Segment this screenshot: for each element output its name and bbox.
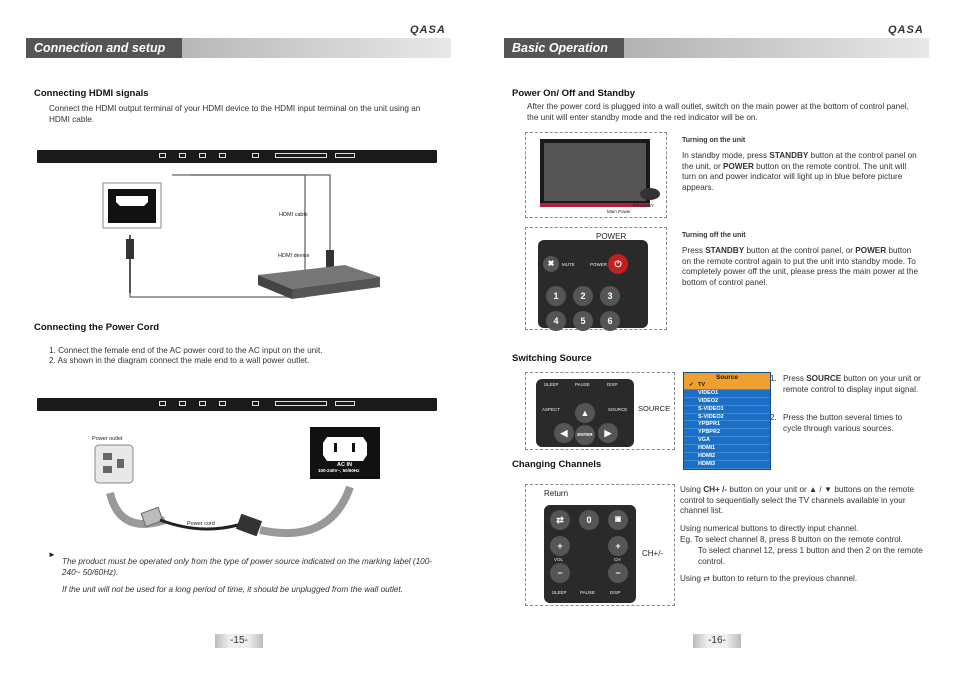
tv-back-panel	[37, 398, 437, 411]
left-arrow-button[interactable]: ◀	[554, 423, 574, 443]
remote-source	[536, 379, 634, 447]
standby-label: STANDBY	[633, 203, 654, 208]
return-callout: Return	[544, 489, 569, 498]
port-icon	[179, 153, 186, 158]
port-icon	[199, 401, 206, 406]
port-icon	[159, 153, 166, 158]
source-menu-item[interactable]: VIDEO1	[684, 390, 770, 398]
vol-label: VOL	[554, 557, 564, 562]
source-menu-item-tv[interactable]: ✓ TV	[684, 382, 770, 390]
digit-4-button[interactable]: 4	[546, 311, 566, 331]
channel-remote-box	[525, 484, 675, 606]
acin-label: AC IN	[337, 462, 352, 468]
hdmi-cable-line	[190, 175, 330, 255]
hdmi-plug-icon	[126, 239, 134, 259]
ch-callout: CH+/-	[642, 549, 664, 558]
power-on-intro: After the power cord is plugged into a wall outlet, switch on the main power at the bottom of control panel, the unit will enter standby mode and the red indicator will be on.	[527, 102, 909, 122]
pause-label: PAUSE	[575, 382, 590, 387]
source-step-1: Press SOURCE button on your unit or remote control to display input signal.	[783, 374, 921, 394]
arrow-up-down-icon: ▲ / ▼	[809, 485, 833, 494]
digit-5-button[interactable]: 5	[573, 311, 593, 331]
port-icon	[252, 153, 259, 158]
vol-up-button[interactable]: +	[550, 536, 570, 556]
source-menu-item[interactable]: HDMI2	[684, 453, 770, 461]
ac-in-socket-icon	[323, 437, 367, 461]
power-remote-box	[525, 227, 667, 330]
ch-up-button[interactable]: +	[608, 536, 628, 556]
source-menu-item[interactable]: YPBPR2	[684, 429, 770, 437]
source-menu-item[interactable]: HDMI3	[684, 461, 770, 469]
hdmi-device-label: HDMI device	[278, 253, 310, 259]
mute-label: MUTE	[562, 262, 575, 267]
right-arrow-button[interactable]: ▶	[598, 423, 618, 443]
source-step-2-num: 2.	[770, 413, 777, 422]
port-icon	[219, 401, 226, 406]
turning-on-title: Turning on the unit	[682, 137, 746, 144]
power-cord-label: Power cord	[187, 521, 215, 527]
note-unplug: If the unit will not be used for a long period of time, it should be unplugged from the wall outlet.	[62, 585, 403, 594]
source-button-label: SOURCE	[608, 407, 628, 412]
power-cord-diagram	[0, 425, 477, 555]
zero-button[interactable]: 0	[579, 510, 599, 530]
ch-down-button[interactable]: −	[608, 563, 628, 583]
power-on-heading: Power On/ Off and Standby	[512, 88, 635, 99]
acin-spec: 100-240V~, 50/60Hz	[318, 468, 360, 473]
port-group-icon	[275, 401, 327, 406]
power-button[interactable]: ⏻	[608, 254, 628, 274]
up-arrow-button[interactable]: ▲	[575, 403, 595, 423]
hdmi-text: Connect the HDMI output terminal of your HDMI device to the HDMI input terminal on the unit using an HDMI cable.	[49, 104, 421, 124]
port-group-icon	[275, 153, 327, 158]
source-step-1-num: 1.	[770, 374, 777, 383]
disp-label: DISP	[610, 590, 621, 595]
source-menu-item[interactable]: S-VIDEO1	[684, 406, 770, 414]
turning-off-text: Press STANDBY button at the control panel, or POWER button on the remote control again to put the unit into standby mode. To completely power off the unit, please press the main power at the bottom of control panel.	[682, 246, 919, 287]
source-menu-item[interactable]: S-VIDEO2	[684, 414, 770, 422]
port-icon	[199, 153, 206, 158]
tv-back-panel	[37, 150, 437, 163]
hdmi-connector-shape	[116, 196, 148, 206]
source-callout: SOURCE	[638, 404, 671, 413]
source-menu-item[interactable]: VGA	[684, 437, 770, 445]
aspect-label: ASPECT	[542, 407, 561, 412]
main-power-label: Main Power	[607, 209, 631, 214]
hdmi-cable-label: HDMI cable	[279, 212, 308, 218]
port-icon	[219, 153, 226, 158]
power-outlet-icon	[95, 445, 133, 483]
power-step-2: 2. As shown in the diagram connect the male end to a wall power outlet.	[49, 356, 310, 365]
pause-label: PAUSE	[580, 590, 595, 595]
port-group-icon	[335, 153, 355, 158]
section-title: Basic Operation	[504, 38, 624, 58]
channels-p2: Using numerical buttons to directly input channel.	[680, 524, 859, 533]
turning-off-title: Turning off the unit	[682, 232, 746, 239]
port-icon	[179, 401, 186, 406]
channels-heading: Changing Channels	[512, 459, 602, 470]
page-number: -15-	[215, 634, 263, 648]
sleep-label: SLEEP	[544, 382, 559, 387]
mute-button[interactable]: ✖	[543, 256, 559, 272]
channels-p4: To select channel 12, press 1 button and then 2 on the remote control.	[698, 546, 923, 566]
power-step-1: 1. Connect the female end of the AC power cord to the AC input on the unit.	[49, 346, 323, 355]
digit-2-button[interactable]: 2	[573, 286, 593, 306]
hdmi-connection-diagram	[0, 165, 477, 315]
brand-logo: QASA	[410, 24, 446, 36]
note-arrow-icon: ►	[48, 550, 56, 559]
power-outlet-label: Power outlet	[92, 436, 123, 442]
port-icon	[252, 401, 259, 406]
socket-arrow	[260, 487, 350, 533]
source-menu	[683, 372, 771, 470]
remote-channel	[544, 505, 636, 603]
hdmi-heading: Connecting HDMI signals	[34, 88, 149, 99]
note-power-source: The product must be operated only from the type of power source indicated on the marking label (100-240~ 50/60Hz).	[62, 557, 433, 577]
turning-on-text: In standby mode, press STANDBY button at the control panel on the unit, or POWER button on the remote control. The unit will turn on and power indicator will light up in blue before picture appears.	[682, 151, 917, 192]
sleep-label: SLEEP	[552, 590, 567, 595]
disp-label: DISP	[607, 382, 618, 387]
page-number: -16-	[693, 634, 741, 648]
source-menu-item[interactable]: HDMI1	[684, 445, 770, 453]
enter-button[interactable]: ENTER	[575, 425, 595, 445]
digit-3-button[interactable]: 3	[600, 286, 620, 306]
channels-p5: Using ⇄ button to return to the previous channel.	[680, 574, 858, 583]
port-icon	[159, 401, 166, 406]
source-menu-item[interactable]: VIDEO2	[684, 398, 770, 406]
brand-logo: QASA	[888, 24, 924, 36]
female-plug-icon	[236, 514, 262, 537]
return-button[interactable]: ⇄	[550, 510, 570, 530]
remote-top	[538, 240, 648, 328]
power-button-label: POWER	[590, 262, 608, 267]
right-page	[477, 0, 954, 673]
ch-label: CH	[614, 557, 621, 562]
power-heading: Connecting the Power Cord	[34, 322, 160, 333]
vol-down-button[interactable]: −	[550, 563, 570, 583]
check-icon: ✓	[689, 382, 694, 388]
source-menu-title: Source	[684, 373, 770, 382]
channels-p1: Using CH+ /- button on your unit or ▲ / ▼ buttons on the remote control to sequentially select the TV channels available in your channel list.	[680, 485, 915, 515]
info-button[interactable]: ▣	[608, 510, 628, 530]
source-menu-item[interactable]: YPBPR1	[684, 421, 770, 429]
return-icon: ⇄	[703, 574, 711, 583]
port-group-icon	[335, 401, 355, 406]
hdmi-plug-icon	[326, 250, 334, 268]
source-step-2: Press the button several times to cycle through various sources.	[783, 413, 903, 433]
power-callout: POWER	[596, 232, 627, 241]
channels-p3: Eg. To select channel 8, press 8 button on the remote control.	[680, 535, 903, 544]
digit-1-button[interactable]: 1	[546, 286, 566, 306]
digit-6-button[interactable]: 6	[600, 311, 620, 331]
source-heading: Switching Source	[512, 353, 592, 364]
section-title: Connection and setup	[26, 38, 182, 58]
